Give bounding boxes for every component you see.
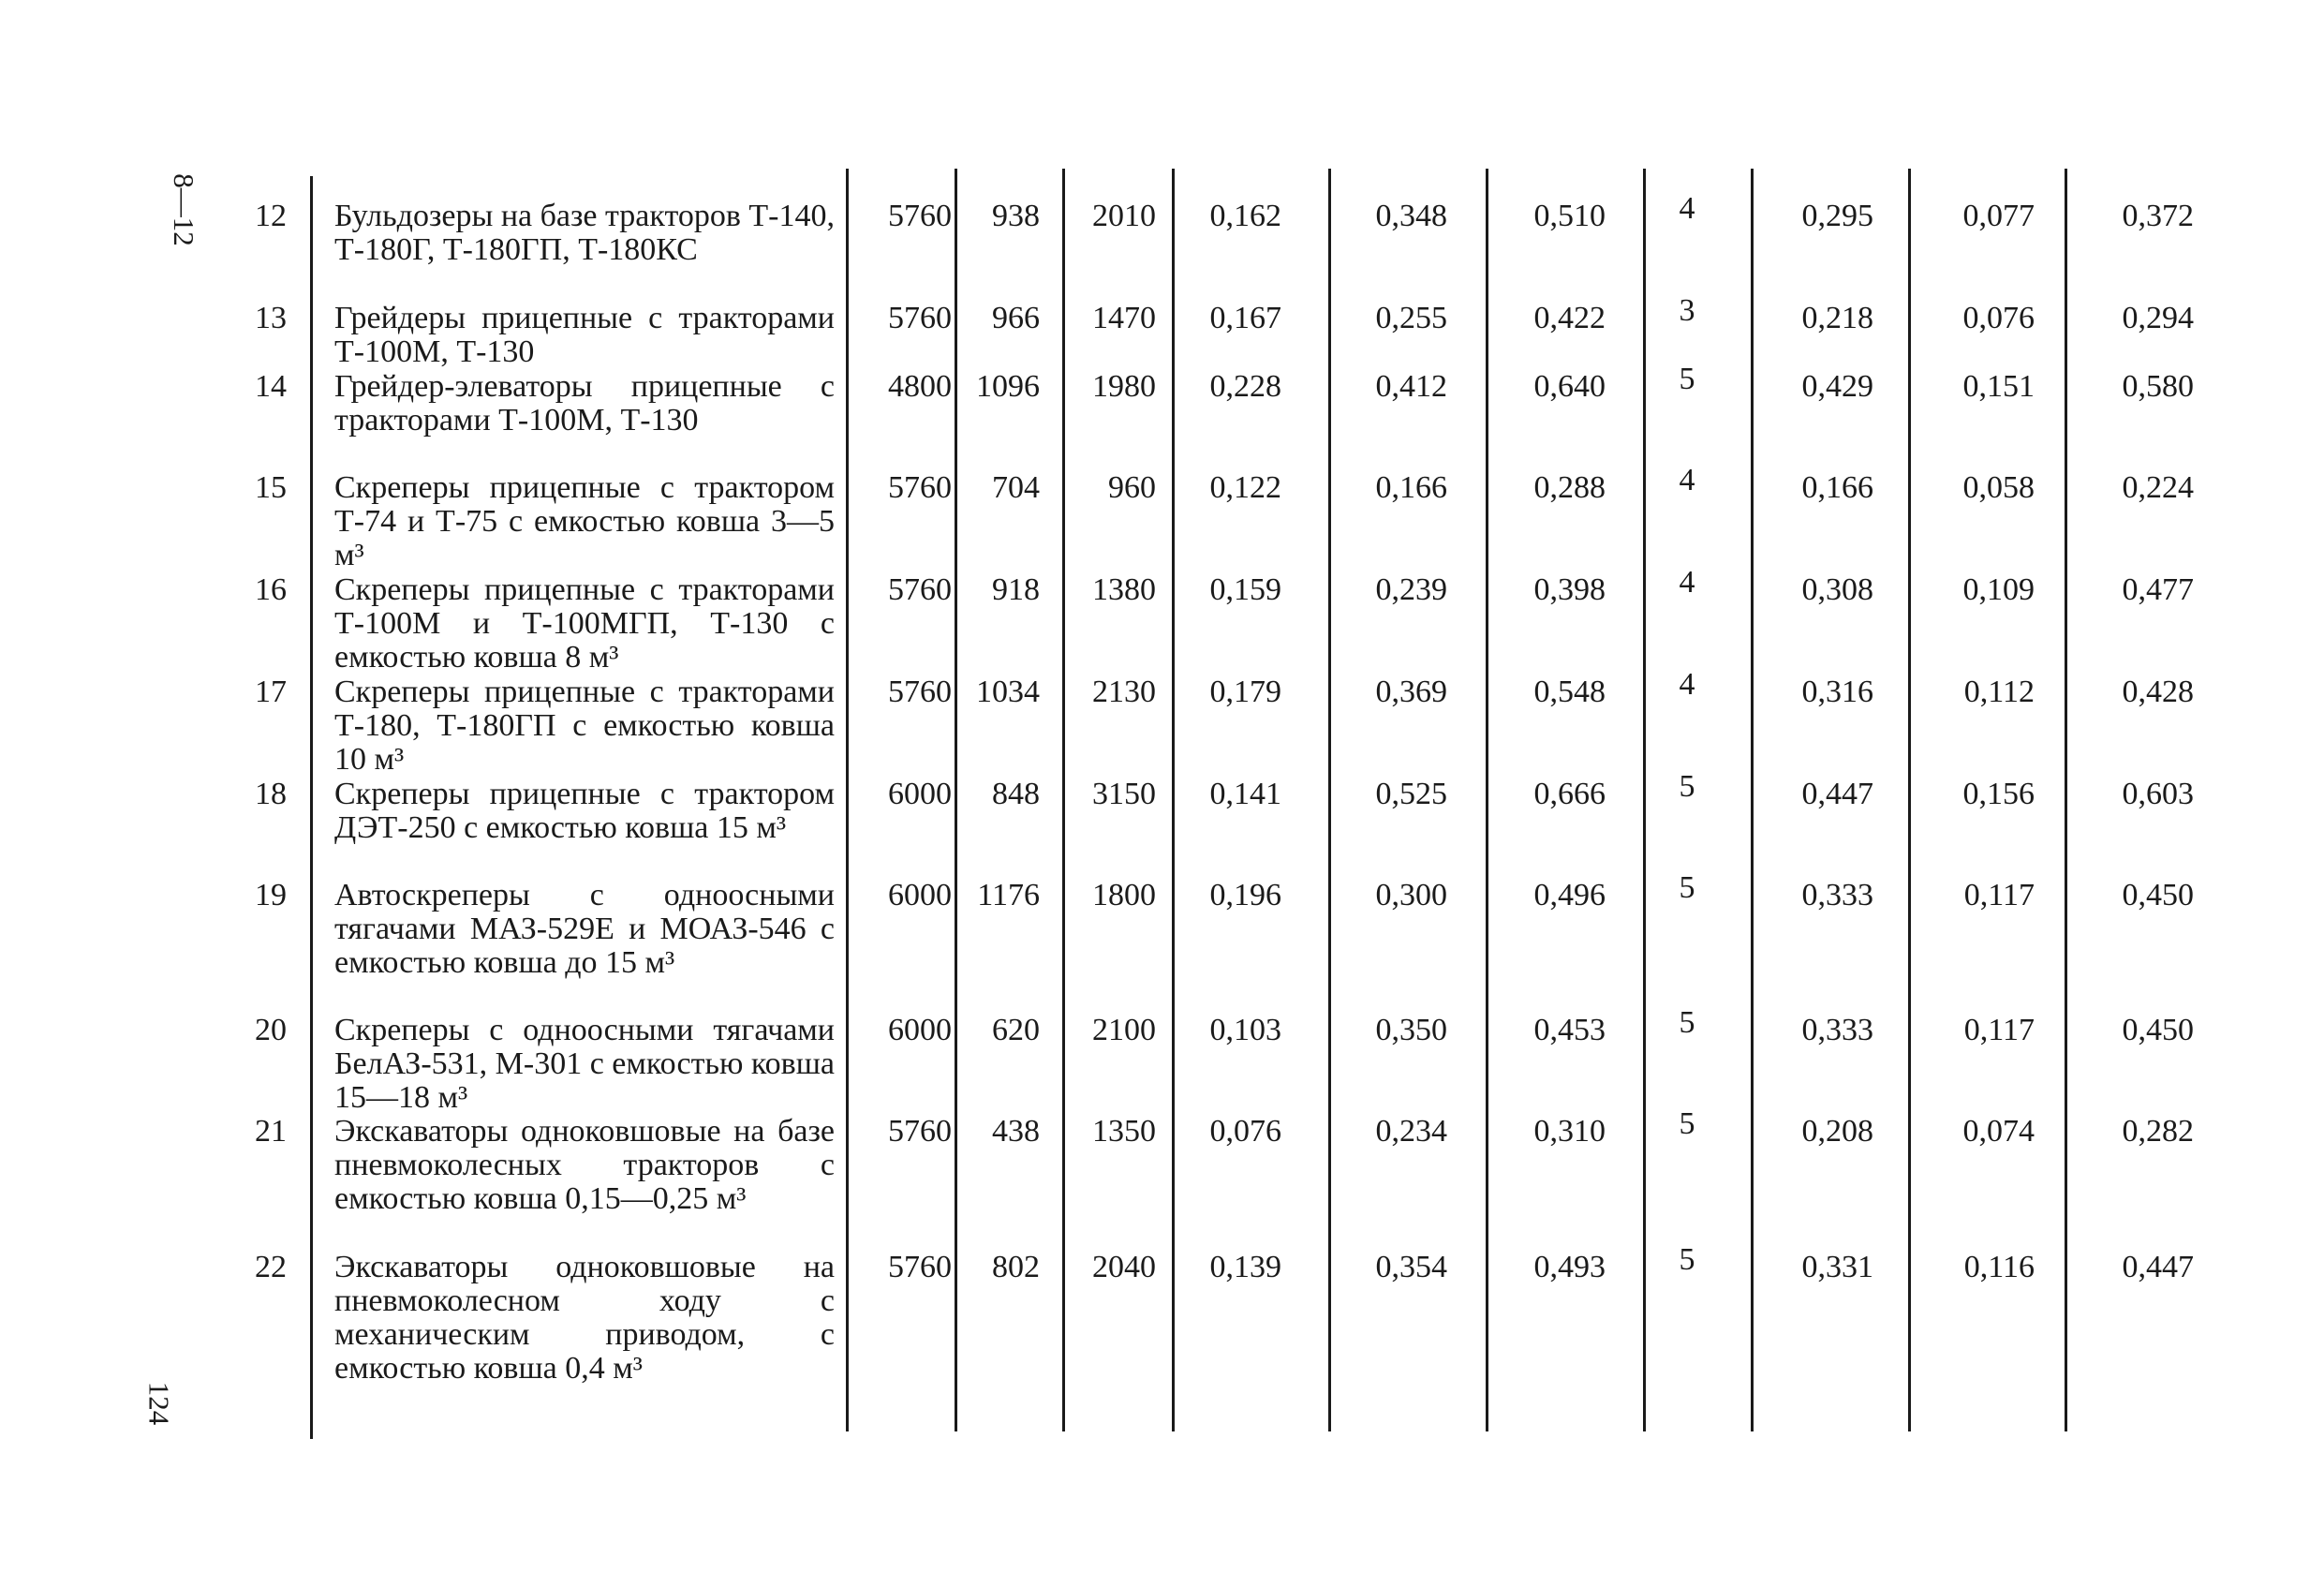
cell-col-1: 5760 — [888, 675, 952, 709]
row-number: 12 — [255, 199, 287, 233]
cell-col-6: 0,398 — [1533, 572, 1606, 607]
cell-col-9: 0,116 — [1963, 1250, 2035, 1284]
cell-col-3: 1470 — [1092, 301, 1156, 335]
row-number: 20 — [255, 1013, 287, 1047]
cell-col-4: 0,103 — [1209, 1013, 1281, 1047]
cell-col-1: 5760 — [888, 301, 952, 335]
cell-col-8: 0,333 — [1801, 1013, 1873, 1047]
cell-col-7: 5 — [1679, 769, 1695, 804]
cell-col-10: 0,224 — [2122, 470, 2194, 505]
cell-col-6: 0,496 — [1533, 878, 1606, 912]
cell-col-7: 4 — [1679, 667, 1695, 702]
row-description: Скреперы прицепные с тракторами Т-180, Т-180ГП с емкостью ковша 10 м³ — [334, 675, 835, 777]
cell-col-10: 0,447 — [2122, 1250, 2194, 1284]
cell-col-10: 0,580 — [2122, 369, 2194, 404]
cell-col-9: 0,151 — [1962, 369, 2035, 404]
cell-col-4: 0,167 — [1209, 301, 1281, 335]
cell-col-4: 0,139 — [1209, 1250, 1281, 1284]
cell-col-8: 0,166 — [1801, 470, 1873, 505]
cell-col-7: 5 — [1679, 870, 1695, 905]
cell-col-1: 5760 — [888, 470, 952, 505]
row-description: Скреперы с одноосными тягачами БелАЗ-531, М-301 с емкостью ковша 15—18 м³ — [334, 1013, 836, 1115]
cell-col-2: 1176 — [977, 878, 1040, 912]
cell-col-1: 5760 — [888, 1250, 952, 1284]
cell-col-2: 802 — [992, 1250, 1040, 1284]
row-number: 13 — [255, 301, 287, 335]
cell-col-3: 2130 — [1092, 675, 1156, 709]
cell-col-2: 848 — [992, 777, 1040, 811]
cell-col-7: 5 — [1679, 362, 1695, 396]
cell-col-7: 4 — [1679, 565, 1695, 600]
cell-col-8: 0,429 — [1801, 369, 1873, 404]
cell-col-6: 0,493 — [1533, 1250, 1606, 1284]
cell-col-4: 0,141 — [1209, 777, 1281, 811]
cell-col-6: 0,510 — [1533, 199, 1606, 233]
row-number: 15 — [255, 470, 287, 505]
cell-col-1: 6000 — [888, 878, 952, 912]
cell-col-1: 5760 — [888, 199, 952, 233]
cell-col-8: 0,218 — [1801, 301, 1873, 335]
cell-col-4: 0,159 — [1209, 572, 1281, 607]
cell-col-8: 0,447 — [1801, 777, 1873, 811]
row-description: Скреперы прицепные с трактором ДЭТ-250 с емкостью ковша 15 м³ — [334, 777, 835, 845]
cell-col-10: 0,282 — [2122, 1114, 2194, 1149]
column-rule — [1643, 169, 1646, 1431]
row-number: 19 — [255, 878, 287, 912]
cell-col-2: 938 — [992, 199, 1040, 233]
cell-col-8: 0,295 — [1801, 199, 1873, 233]
cell-col-4: 0,162 — [1209, 199, 1281, 233]
cell-col-8: 0,208 — [1801, 1114, 1873, 1149]
cell-col-5: 0,239 — [1375, 572, 1447, 607]
row-description: Бульдозеры на базе тракторов Т-140, Т-180Г, Т-180ГП, Т-180КС — [334, 199, 836, 267]
cell-col-1: 5760 — [888, 1114, 952, 1149]
cell-col-10: 0,477 — [2122, 572, 2194, 607]
cell-col-6: 0,310 — [1533, 1114, 1606, 1149]
cell-col-5: 0,525 — [1375, 777, 1447, 811]
cell-col-6: 0,640 — [1533, 369, 1606, 404]
column-rule — [1486, 169, 1488, 1431]
column-rule — [846, 169, 849, 1431]
cell-col-4: 0,196 — [1209, 878, 1281, 912]
row-description: Скреперы прицепные с тракторами Т-100М и Т-100МГП, Т-130 с емкостью ковша 8 м³ — [334, 572, 835, 675]
cell-col-9: 0,076 — [1962, 301, 2035, 335]
cell-col-9: 0,074 — [1962, 1114, 2035, 1149]
cell-col-6: 0,422 — [1533, 301, 1606, 335]
cell-col-9: 0,156 — [1962, 777, 2035, 811]
cell-col-2: 966 — [992, 301, 1040, 335]
page-number: 124 — [142, 1381, 176, 1426]
cell-col-10: 0,450 — [2122, 1013, 2194, 1047]
cell-col-5: 0,166 — [1375, 470, 1447, 505]
cell-col-4: 0,179 — [1209, 675, 1281, 709]
cell-col-6: 0,548 — [1533, 675, 1606, 709]
cell-col-2: 1096 — [976, 369, 1040, 404]
cell-col-4: 0,076 — [1209, 1114, 1281, 1149]
row-number: 17 — [255, 675, 287, 709]
cell-col-9: 0,109 — [1962, 572, 2035, 607]
cell-col-9: 0,058 — [1962, 470, 2035, 505]
cell-col-3: 3150 — [1092, 777, 1156, 811]
cell-col-5: 0,234 — [1375, 1114, 1447, 1149]
cell-col-6: 0,288 — [1533, 470, 1606, 505]
cell-col-6: 0,666 — [1533, 777, 1606, 811]
cell-col-8: 0,331 — [1801, 1250, 1873, 1284]
column-rule — [1172, 169, 1175, 1431]
column-rule — [310, 176, 313, 1439]
cell-col-3: 1350 — [1092, 1114, 1156, 1149]
cell-col-5: 0,348 — [1375, 199, 1447, 233]
cell-col-10: 0,603 — [2122, 777, 2194, 811]
cell-col-7: 3 — [1679, 293, 1695, 328]
section-code: 8—12 — [167, 173, 200, 246]
cell-col-1: 6000 — [888, 1013, 952, 1047]
cell-col-9: 0,117 — [1963, 878, 2035, 912]
cell-col-3: 1800 — [1092, 878, 1156, 912]
cell-col-4: 0,228 — [1209, 369, 1281, 404]
cell-col-4: 0,122 — [1209, 470, 1281, 505]
cell-col-7: 5 — [1679, 1106, 1695, 1141]
cell-col-9: 0,112 — [1963, 675, 2035, 709]
cell-col-8: 0,333 — [1801, 878, 1873, 912]
cell-col-2: 704 — [992, 470, 1040, 505]
cell-col-10: 0,450 — [2122, 878, 2194, 912]
row-description: Экскаваторы одноковшовые на пневмоколесном ходу с механическим приводом, с емкостью ковша 0,4 м³ — [334, 1250, 835, 1386]
column-rule — [1751, 169, 1754, 1431]
cell-col-5: 0,300 — [1375, 878, 1447, 912]
cell-col-7: 5 — [1679, 1005, 1695, 1040]
cell-col-8: 0,308 — [1801, 572, 1873, 607]
cell-col-3: 1980 — [1092, 369, 1156, 404]
row-description: Экскаваторы одноковшовые на базе пневмоколесных тракторов с емкостью ковша 0,15—0,25 м³ — [334, 1114, 835, 1216]
cell-col-2: 918 — [992, 572, 1040, 607]
row-number: 21 — [255, 1114, 287, 1149]
cell-col-5: 0,350 — [1375, 1013, 1447, 1047]
row-description: Грейдер-элеваторы прицепные с тракторами Т-100М, Т-130 — [334, 369, 835, 437]
cell-col-3: 1380 — [1092, 572, 1156, 607]
column-rule — [1062, 169, 1065, 1431]
row-number: 18 — [255, 777, 287, 811]
cell-col-2: 620 — [992, 1013, 1040, 1047]
cell-col-9: 0,117 — [1963, 1013, 2035, 1047]
cell-col-5: 0,369 — [1375, 675, 1447, 709]
column-rule — [1908, 169, 1911, 1431]
cell-col-2: 438 — [992, 1114, 1040, 1149]
cell-col-5: 0,255 — [1375, 301, 1447, 335]
cell-col-3: 2010 — [1092, 199, 1156, 233]
cell-col-10: 0,428 — [2122, 675, 2194, 709]
column-rule — [1328, 169, 1331, 1431]
cell-col-6: 0,453 — [1533, 1013, 1606, 1047]
cell-col-3: 2100 — [1092, 1013, 1156, 1047]
cell-col-1: 5760 — [888, 572, 952, 607]
cell-col-5: 0,412 — [1375, 369, 1447, 404]
cell-col-3: 960 — [1108, 470, 1156, 505]
row-description: Скреперы прицепные с трактором Т-74 и Т-75 с емкостью ковша 3—5 м³ — [334, 470, 835, 572]
cell-col-7: 4 — [1679, 191, 1695, 226]
cell-col-8: 0,316 — [1801, 675, 1873, 709]
cell-col-1: 4800 — [888, 369, 952, 404]
row-number: 14 — [255, 369, 287, 404]
column-rule — [955, 169, 957, 1431]
cell-col-1: 6000 — [888, 777, 952, 811]
row-description: Автоскреперы с одноосными тягачами МАЗ-529Е и МОАЗ-546 с емкостью ковша до 15 м³ — [334, 878, 835, 980]
cell-col-9: 0,077 — [1962, 199, 2035, 233]
cell-col-3: 2040 — [1092, 1250, 1156, 1284]
row-description: Грейдеры прицепные с тракторами Т-100М, Т-130 — [334, 301, 835, 369]
cell-col-5: 0,354 — [1375, 1250, 1447, 1284]
cell-col-2: 1034 — [976, 675, 1040, 709]
cell-col-10: 0,294 — [2122, 301, 2194, 335]
row-number: 16 — [255, 572, 287, 607]
cell-col-7: 4 — [1679, 463, 1695, 497]
cell-col-10: 0,372 — [2122, 199, 2194, 233]
cell-col-7: 5 — [1679, 1242, 1695, 1277]
column-rule — [2065, 169, 2067, 1431]
row-number: 22 — [255, 1250, 287, 1284]
